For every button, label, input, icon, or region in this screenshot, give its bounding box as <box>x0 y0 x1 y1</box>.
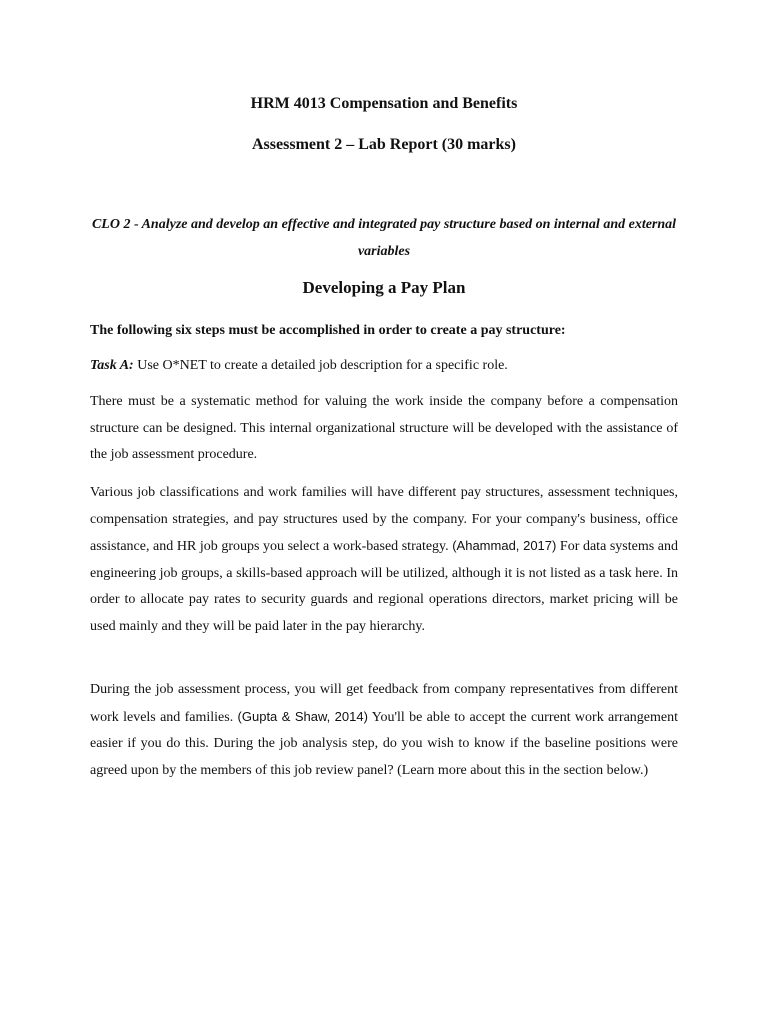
paragraph-job-assessment <box>90 677 678 784</box>
paragraph-job-evaluation: There must be a systematic method for valuing the work inside the company before a compensation structure can be designed. This internal organizational structure will be developed with the assistance of the job assessment procedure. <box>90 394 678 463</box>
section-heading: Developing a Pay Plan <box>302 278 466 297</box>
citation: (Gupta & Shaw, 2014) <box>237 708 368 724</box>
paragraph-text: For data systems and engineering job groups, a skills-based approach will be utilized, although it is not listed as a task here. In order to allocate pay rates to security guards and regional operations directors, market pricing will be used mainly and they will be paid later in the pay hierarchy. <box>90 539 678 634</box>
steps-intro: The following six steps must be accomplished in order to create a pay structure: <box>90 323 566 338</box>
citation: (Ahammad, 2017) <box>452 538 557 554</box>
task-a-text: Use O*NET to create a detailed job description for a specific role. <box>133 358 508 373</box>
paragraph-text: You'll be able to accept the current work arrangement easier if you do this. During the job analysis step, do you wish to know if the baseline positions were agreed upon by the members of this job review panel? (Learn more about this in the section below.) <box>90 709 678 778</box>
assessment-title: Assessment 2 – Lab Report (30 marks) <box>252 136 516 153</box>
task-a-paragraph <box>90 353 678 380</box>
learning-outcome: CLO 2 - Analyze and develop an effective and integrated pay structure based on internal and external variables <box>91 217 677 259</box>
paragraph-pay-structures <box>90 480 678 641</box>
paragraph-text: Various job classifications and work families will have different pay structures, assessment techniques, compensation strategies, and pay structures used by the company. For your company's business, office assistance, and HR job groups you select a work-based strategy. <box>90 485 678 555</box>
course-title: HRM 4013 Compensation and Benefits <box>250 95 518 112</box>
task-a-label: Task A: <box>90 358 134 373</box>
paragraph-text: During the job assessment process, you will get feedback from company representatives from different work levels and families. <box>90 682 678 725</box>
